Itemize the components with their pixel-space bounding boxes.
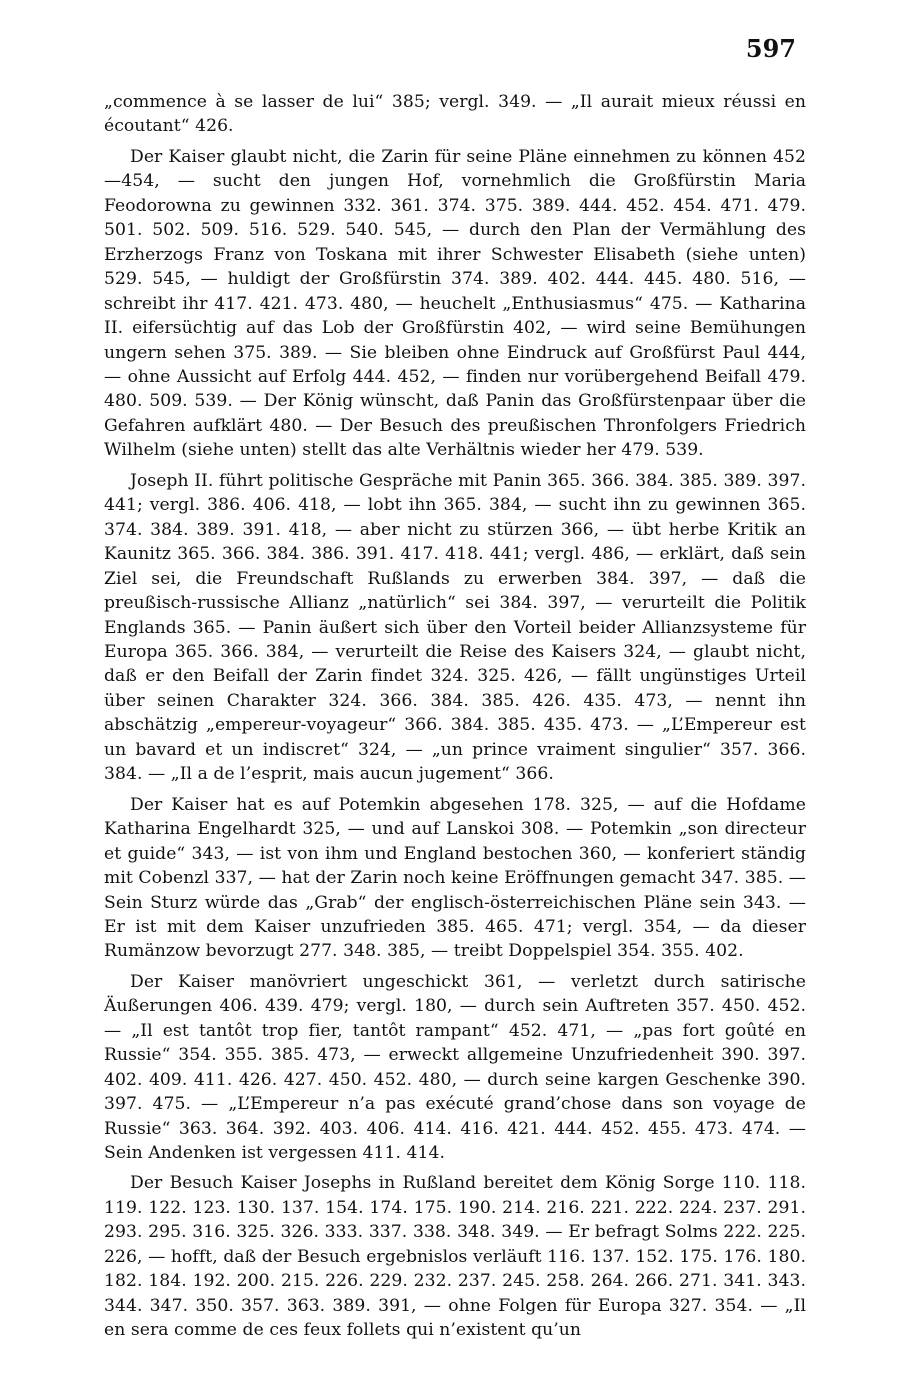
paragraph: Der Besuch Kaiser Josephs in Rußland bereitet dem König Sorge 110. 118. 119. 122. 123. 130. 137. 154. 174. 175. 190. 214. 216. 221. 222. 224. 237. 291. 293. 295. 316. 325. 326. 333. 337. 338. 348. 349. — Er befragt Solms 222. 225. 226, — hofft, daß der Besuch ergebnislos verläuft 116. 137. 152. 175. 176. 180. 182. 184. 192. 200. 215. 226. 229. 232. 237. 245. 258. 264. 266. 271. 341. 343. 344. 347. 350. 357. 363. 389. 391, — ohne Folgen für Europa 327. 354. — „Il en sera comme de ces feux follets qui n’existent qu’un	[104, 1173, 806, 1341]
paragraph: Der Kaiser glaubt nicht, die Zarin für seine Pläne einnehmen zu können 452—454, — sucht den jungen Hof, vornehmlich die Großfürstin Maria Feodorowna zu gewinnen 332. 361. 374. 375. 389. 444. 452. 454. 471. 479. 501. 502. 509. 516. 529. 540. 545, — durch den Plan der Vermählung des Erzherzogs Franz von Toskana mit ihrer Schwester Elisabeth (siehe unten) 529. 545, — huldigt der Großfürstin 374. 389. 402. 444. 445. 480. 516, — schreibt ihr 417. 421. 473. 480, — heuchelt „Enthusiasmus“ 475. — Katharina II. eifersüchtig auf das Lob der Großfürstin 402, — wird seine Bemühungen ungern sehen 375. 389. — Sie bleiben ohne Eindruck auf Großfürst Paul 444, — ohne Aussicht auf Erfolg 444. 452, — finden nur vorübergehend Beifall 479. 480. 509. 539. — Der König wünscht, daß Panin das Großfürstenpaar über die Gefahren aufklärt 480. — Der Besuch des preußischen Thronfolgers Friedrich Wilhelm (siehe unten) stellt das alte Verhältnis wieder her 479. 539.	[104, 146, 806, 461]
page-number: 597	[745, 34, 796, 63]
text-body	[104, 90, 806, 1349]
paragraph: Joseph II. führt politische Gespräche mit Panin 365. 366. 384. 385. 389. 397. 441; vergl. 386. 406. 418, — lobt ihn 365. 384, — sucht ihn zu gewinnen 365. 374. 384. 389. 391. 418, — aber nicht zu stürzen 366, — übt herbe Kritik an Kaunitz 365. 366. 384. 386. 391. 417. 418. 441; vergl. 486, — erklärt, daß sein Ziel sei, die Freundschaft Rußlands zu erwerben 384. 397, — daß die preußisch-russische Allianz „natürlich“ sei 384. 397, — verurteilt die Politik Englands 365. — Panin äußert sich über den Vorteil beider Allianzsysteme für Europa 365. 366. 384, — verurteilt die Reise des Kaisers 324, — glaubt nicht, daß er den Beifall der Zarin findet 324. 325. 426, — fällt ungünstiges Urteil über seinen Charakter 324. 366. 384. 385. 426. 435. 473, — nennt ihn abschätzig „empereur-voyageur“ 366. 384. 385. 435. 473. — „L’Empereur est un bavard et un indiscret“ 324, — „un prince vraiment singulier“ 357. 366. 384. — „Il a de l’esprit, mais aucun jugement“ 366.	[104, 470, 806, 785]
paragraph: „commence à se lasser de lui“ 385; vergl. 349. — „Il aurait mieux réussi en écoutant“ 426.	[104, 92, 806, 137]
paragraph: Der Kaiser hat es auf Potemkin abgesehen 178. 325, — auf die Hofdame Katharina Engelhardt 325, — und auf Lanskoi 308. — Potemkin „son directeur et guide“ 343, — ist von ihm und England bestochen 360, — konferiert ständig mit Cobenzl 337, — hat der Zarin noch keine Eröffnungen gemacht 347. 385. — Sein Sturz würde das „Grab“ der englisch-österreichischen Pläne sein 343. — Er ist mit dem Kaiser unzufrieden 385. 465. 471; vergl. 354, — da dieser Rumänzow bevorzugt 277. 348. 385, — treibt Doppelspiel 354. 355. 402.	[104, 794, 806, 962]
paragraph: Der Kaiser manövriert ungeschickt 361, — verletzt durch satirische Äußerungen 406. 439. 479; vergl. 180, — durch sein Auftreten 357. 450. 452. — „Il est tantôt trop fier, tantôt rampant“ 452. 471, — „pas fort goûté en Russie“ 354. 355. 385. 473, — erweckt allgemeine Unzufriedenheit 390. 397. 402. 409. 411. 426. 427. 450. 452. 480, — durch seine kargen Geschenke 390. 397. 475. — „L’Empereur n’a pas exécuté grand’chose dans son voyage de Russie“ 363. 364. 392. 403. 406. 414. 416. 421. 444. 452. 455. 473. 474. — Sein Andenken ist vergessen 411. 414.	[104, 971, 806, 1164]
